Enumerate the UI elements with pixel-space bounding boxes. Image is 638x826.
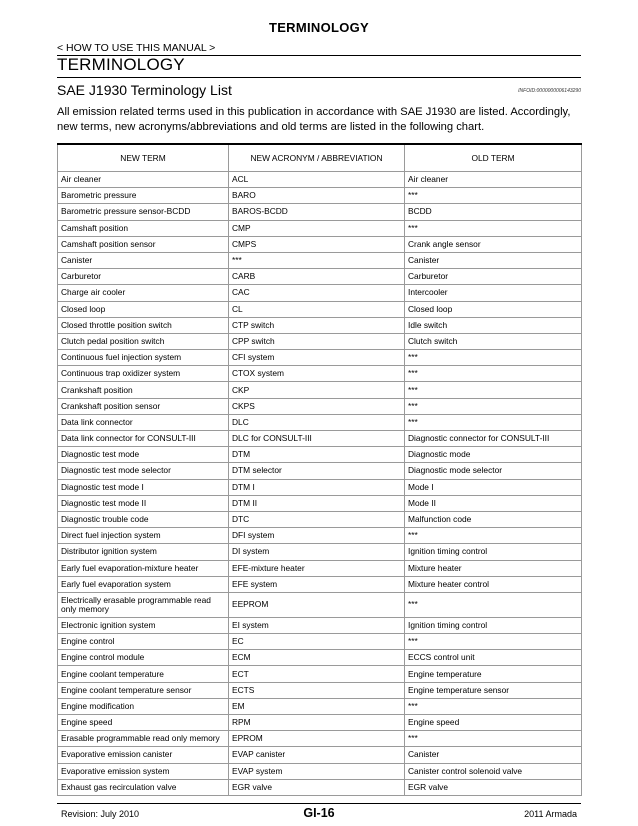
cell-new-acronym: EVAP canister	[229, 747, 405, 763]
cell-new-term: Engine coolant temperature	[58, 666, 229, 682]
table-row	[58, 511, 582, 527]
cell-old-term: Engine temperature	[405, 666, 582, 682]
cell-new-acronym: DTM	[229, 447, 405, 463]
table-row	[58, 682, 582, 698]
table-row	[58, 731, 582, 747]
cell-new-term: Diagnostic test mode	[58, 447, 229, 463]
subsection-title: SAE J1930 Terminology List	[57, 82, 232, 98]
cell-old-term: Carburetor	[405, 269, 582, 285]
cell-new-acronym: BAROS-BCDD	[229, 204, 405, 220]
table-row	[58, 317, 582, 333]
cell-new-acronym: ECT	[229, 666, 405, 682]
cell-new-acronym: CL	[229, 301, 405, 317]
cell-new-term: Evaporative emission canister	[58, 747, 229, 763]
cell-new-term: Camshaft position	[58, 220, 229, 236]
cell-old-term: Canister	[405, 747, 582, 763]
table-row	[58, 592, 582, 617]
cell-new-term: Carburetor	[58, 269, 229, 285]
cell-new-term: Early fuel evaporation-mixture heater	[58, 560, 229, 576]
cell-new-term: Engine coolant temperature sensor	[58, 682, 229, 698]
table-row	[58, 236, 582, 252]
cell-old-term: ***	[405, 398, 582, 414]
cell-new-term: Electrically erasable programmable read only memory	[58, 592, 229, 617]
cell-new-term: Closed throttle position switch	[58, 317, 229, 333]
cell-old-term: ***	[405, 350, 582, 366]
cell-old-term: Mixture heater control	[405, 576, 582, 592]
footer-page-number: GI-16	[303, 806, 335, 820]
table-row	[58, 269, 582, 285]
cell-old-term: Engine speed	[405, 715, 582, 731]
cell-new-acronym: EFE-mixture heater	[229, 560, 405, 576]
table-row	[58, 698, 582, 714]
cell-new-acronym: CTP switch	[229, 317, 405, 333]
cell-new-acronym: DLC for CONSULT-III	[229, 431, 405, 447]
table-row	[58, 333, 582, 349]
cell-old-term: BCDD	[405, 204, 582, 220]
cell-new-term: Electronic ignition system	[58, 617, 229, 633]
cell-new-acronym: RPM	[229, 715, 405, 731]
cell-new-term: Air cleaner	[58, 172, 229, 188]
table-row	[58, 747, 582, 763]
cell-new-acronym: EEPROM	[229, 592, 405, 617]
cell-new-acronym: EC	[229, 634, 405, 650]
cell-new-term: Diagnostic test mode selector	[58, 463, 229, 479]
cell-old-term: ***	[405, 634, 582, 650]
cell-new-acronym: EPROM	[229, 731, 405, 747]
table-row	[58, 463, 582, 479]
cell-new-acronym: ECTS	[229, 682, 405, 698]
cell-old-term: ECCS control unit	[405, 650, 582, 666]
table-row	[58, 779, 582, 795]
table-row	[58, 763, 582, 779]
cell-new-acronym: ECM	[229, 650, 405, 666]
cell-new-term: Early fuel evaporation system	[58, 576, 229, 592]
intro-paragraph: All emission related terms used in this publication in accordance with SAE J1930 are listed. Accordingly, new terms, new acronyms/abbreviations and old terms are listed in the following chart.	[57, 106, 571, 133]
table-row	[58, 285, 582, 301]
cell-new-term: Erasable programmable read only memory	[58, 731, 229, 747]
footer-model: 2011 Armada	[524, 809, 577, 819]
cell-new-term: Barometric pressure sensor-BCDD	[58, 204, 229, 220]
cell-new-term: Diagnostic trouble code	[58, 511, 229, 527]
cell-old-term: Air cleaner	[405, 172, 582, 188]
section-divider	[57, 77, 581, 78]
cell-new-acronym: EM	[229, 698, 405, 714]
cell-new-acronym: DTM I	[229, 479, 405, 495]
cell-new-term: Crankshaft position sensor	[58, 398, 229, 414]
terminology-table	[57, 143, 582, 796]
cell-old-term: Crank angle sensor	[405, 236, 582, 252]
cell-new-term: Exhaust gas recirculation valve	[58, 779, 229, 795]
table-row	[58, 715, 582, 731]
footer-revision: Revision: July 2010	[61, 809, 140, 819]
cell-new-term: Engine speed	[58, 715, 229, 731]
cell-old-term: ***	[405, 414, 582, 430]
section-title: TERMINOLOGY	[57, 55, 185, 74]
info-id-code: INFOID:0000000006143290	[518, 88, 581, 94]
table-row	[58, 495, 582, 511]
cell-old-term: ***	[405, 382, 582, 398]
cell-old-term: ***	[405, 188, 582, 204]
cell-old-term: Canister	[405, 252, 582, 268]
cell-old-term: Canister control solenoid valve	[405, 763, 582, 779]
table-row	[58, 398, 582, 414]
cell-new-acronym: DTC	[229, 511, 405, 527]
cell-new-term: Barometric pressure	[58, 188, 229, 204]
column-header-new-acronym: NEW ACRONYM / ABBREVIATION	[229, 144, 405, 172]
table-row	[58, 204, 582, 220]
cell-old-term: ***	[405, 528, 582, 544]
cell-old-term: Diagnostic mode selector	[405, 463, 582, 479]
cell-new-acronym: DFI system	[229, 528, 405, 544]
running-header-title: TERMINOLOGY	[268, 20, 370, 35]
cell-new-term: Canister	[58, 252, 229, 268]
cell-new-term: Camshaft position sensor	[58, 236, 229, 252]
table-row	[58, 172, 582, 188]
cell-new-term: Engine modification	[58, 698, 229, 714]
cell-new-acronym: ACL	[229, 172, 405, 188]
cell-new-acronym: CPP switch	[229, 333, 405, 349]
table-row	[58, 560, 582, 576]
breadcrumb: < HOW TO USE THIS MANUAL >	[57, 42, 216, 54]
cell-old-term: Diagnostic mode	[405, 447, 582, 463]
cell-new-acronym: EGR valve	[229, 779, 405, 795]
cell-new-acronym: EFE system	[229, 576, 405, 592]
cell-new-term: Continuous fuel injection system	[58, 350, 229, 366]
cell-new-acronym: DTM selector	[229, 463, 405, 479]
cell-old-term: ***	[405, 698, 582, 714]
table-row	[58, 576, 582, 592]
table-row	[58, 382, 582, 398]
table-row	[58, 617, 582, 633]
cell-new-acronym: EI system	[229, 617, 405, 633]
cell-old-term: Intercooler	[405, 285, 582, 301]
footer-divider	[57, 803, 581, 804]
cell-old-term: Mode I	[405, 479, 582, 495]
table-row	[58, 301, 582, 317]
cell-new-acronym: DLC	[229, 414, 405, 430]
table-row	[58, 252, 582, 268]
cell-old-term: Mode II	[405, 495, 582, 511]
cell-old-term: Ignition timing control	[405, 544, 582, 560]
table-row	[58, 528, 582, 544]
table-row	[58, 188, 582, 204]
cell-new-acronym: DI system	[229, 544, 405, 560]
cell-new-acronym: EVAP system	[229, 763, 405, 779]
cell-new-term: Continuous trap oxidizer system	[58, 366, 229, 382]
table-row	[58, 220, 582, 236]
cell-old-term: Ignition timing control	[405, 617, 582, 633]
cell-new-term: Distributor ignition system	[58, 544, 229, 560]
table-body	[58, 172, 582, 796]
cell-new-acronym: CARB	[229, 269, 405, 285]
table-row	[58, 447, 582, 463]
table-row	[58, 650, 582, 666]
cell-new-acronym: ***	[229, 252, 405, 268]
table-row	[58, 350, 582, 366]
cell-old-term: Idle switch	[405, 317, 582, 333]
cell-old-term: Engine temperature sensor	[405, 682, 582, 698]
cell-new-acronym: CMPS	[229, 236, 405, 252]
cell-new-term: Diagnostic test mode I	[58, 479, 229, 495]
cell-new-term: Engine control module	[58, 650, 229, 666]
cell-new-acronym: BARO	[229, 188, 405, 204]
cell-old-term: Mixture heater	[405, 560, 582, 576]
cell-new-term: Crankshaft position	[58, 382, 229, 398]
cell-new-term: Direct fuel injection system	[58, 528, 229, 544]
column-header-old-term: OLD TERM	[405, 144, 582, 172]
cell-new-acronym: CKPS	[229, 398, 405, 414]
cell-new-term: Data link connector for CONSULT-III	[58, 431, 229, 447]
cell-old-term: Diagnostic connector for CONSULT-III	[405, 431, 582, 447]
cell-new-term: Clutch pedal position switch	[58, 333, 229, 349]
cell-new-acronym: CAC	[229, 285, 405, 301]
cell-old-term: ***	[405, 220, 582, 236]
cell-old-term: Clutch switch	[405, 333, 582, 349]
column-header-new-term: NEW TERM	[58, 144, 229, 172]
cell-old-term: ***	[405, 592, 582, 617]
cell-old-term: Malfunction code	[405, 511, 582, 527]
table-header-row	[58, 144, 582, 172]
table-row	[58, 666, 582, 682]
cell-new-acronym: DTM II	[229, 495, 405, 511]
table-row	[58, 414, 582, 430]
cell-old-term: ***	[405, 366, 582, 382]
cell-new-term: Closed loop	[58, 301, 229, 317]
cell-new-acronym: CKP	[229, 382, 405, 398]
cell-new-acronym: CMP	[229, 220, 405, 236]
table-row	[58, 431, 582, 447]
cell-new-acronym: CFI system	[229, 350, 405, 366]
cell-old-term: ***	[405, 731, 582, 747]
cell-new-term: Evaporative emission system	[58, 763, 229, 779]
cell-new-acronym: CTOX system	[229, 366, 405, 382]
table-row	[58, 366, 582, 382]
table-row	[58, 544, 582, 560]
cell-old-term: EGR valve	[405, 779, 582, 795]
cell-old-term: Closed loop	[405, 301, 582, 317]
cell-new-term: Data link connector	[58, 414, 229, 430]
cell-new-term: Charge air cooler	[58, 285, 229, 301]
cell-new-term: Diagnostic test mode II	[58, 495, 229, 511]
cell-new-term: Engine control	[58, 634, 229, 650]
table-row	[58, 479, 582, 495]
table-row	[58, 634, 582, 650]
